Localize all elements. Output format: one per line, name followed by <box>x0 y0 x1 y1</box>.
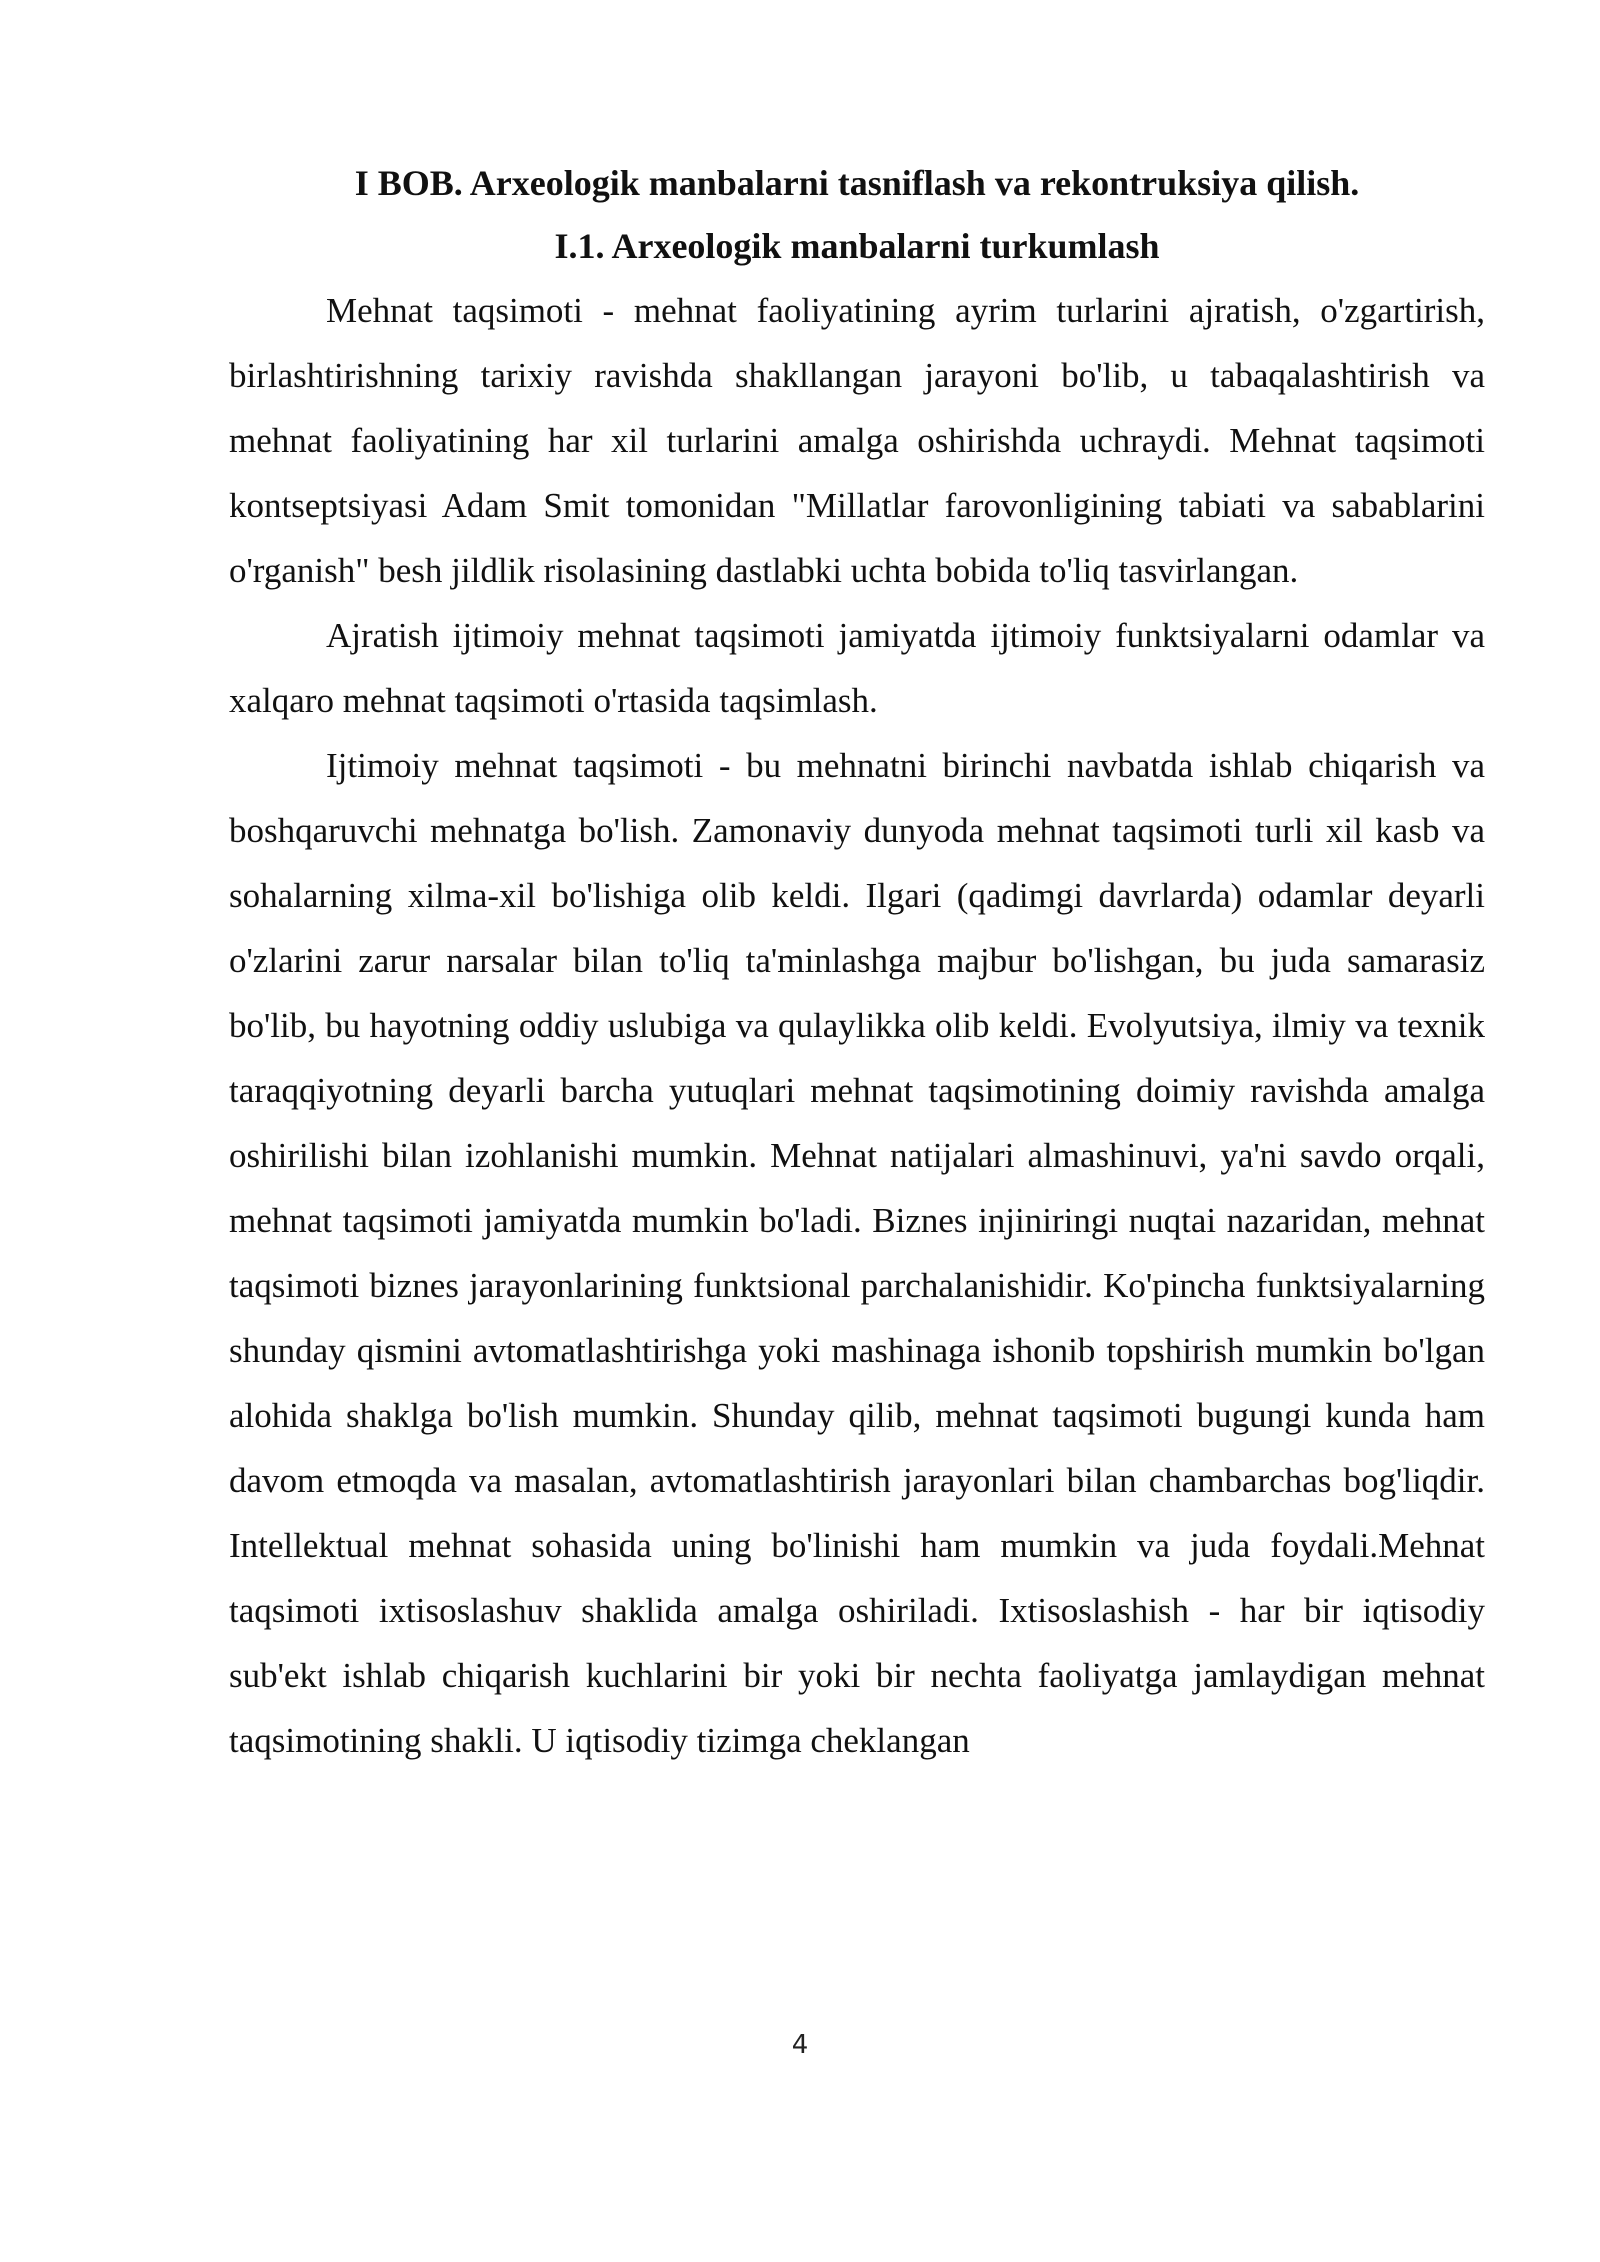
paragraph-1: Mehnat taqsimoti - mehnat faoliyatining ayrim turlarini ajratish, o'zgartirish, birlashtirishning tarixiy ravishda shakllangan jarayoni bo'lib, u tabaqalashtirish va mehnat faoliyatining har xil turlarini amalga oshirishda uchraydi. Mehnat taqsimoti kontseptsiyasi Adam Smit tomonidan "Millatlar farovonligining tabiati va sabablarini o'rganish" besh jildlik risolasining dastlabki uchta bobida to'liq tasvirlangan. <box>229 291 1485 590</box>
paragraph-2: Ajratish ijtimoiy mehnat taqsimoti jamiyatda ijtimoiy funktsiyalarni odamlar va xalqaro mehnat taqsimoti o'rtasida taqsimlash. <box>229 616 1485 720</box>
page-number: 4 <box>791 2030 809 2060</box>
paragraph-3: Ijtimoiy mehnat taqsimoti - bu mehnatni birinchi navbatda ishlab chiqarish va boshqaruvchi mehnatga bo'lish. Zamonaviy dunyoda mehnat taqsimoti turli xil kasb va sohalarning xilma-xil bo'lishiga olib keldi. Ilgari (qadimgi davrlarda) odamlar deyarli o'zlarini zarur narsalar bilan to'liq ta'minlashga majbur bo'lishgan, bu juda samarasiz bo'lib, bu hayotning oddiy uslubiga va qulaylikka olib keldi. Evolyutsiya, ilmiy va texnik taraqqiyotning deyarli barcha yutuqlari mehnat taqsimotining doimiy ravishda amalga oshirilishi bilan izohlanishi mumkin. Mehnat natijalari almashinuvi, ya'ni savdo orqali, mehnat taqsimoti jamiyatda mumkin bo'ladi. Biznes injiniringi nuqtai nazaridan, mehnat taqsimoti biznes jarayonlarining funktsional parchalanishidir. Ko'pincha funktsiyalarning shunday qismini avtomatlashtirishga yoki mashinaga ishonib topshirish mumkin bo'lgan alohida shaklga bo'lish mumkin. Shunday qilib, mehnat taqsimoti bugungi kunda ham davom etmoqda va masalan, avtomatlashtirish jarayonlari bilan chambarchas bog'liqdir. Intellektual mehnat sohasida uning bo'linishi ham mumkin va juda foydali.Mehnat taqsimoti ixtisoslashuv shaklida amalga oshiriladi. Ixtisoslashish - har bir iqtisodiy sub'ekt ishlab chiqarish kuchlarini bir yoki bir nechta faoliyatga jamlaydigan mehnat taqsimotining shakli. U iqtisodiy tizimga cheklangan <box>229 746 1485 1760</box>
page-content <box>229 148 1485 1773</box>
chapter-title: I BOB. Arxeologik manbalarni tasniflash va rekontruksiya qilish. <box>354 163 1360 203</box>
section-title: I.1. Arxeologik manbalarni turkumlash <box>554 226 1160 266</box>
